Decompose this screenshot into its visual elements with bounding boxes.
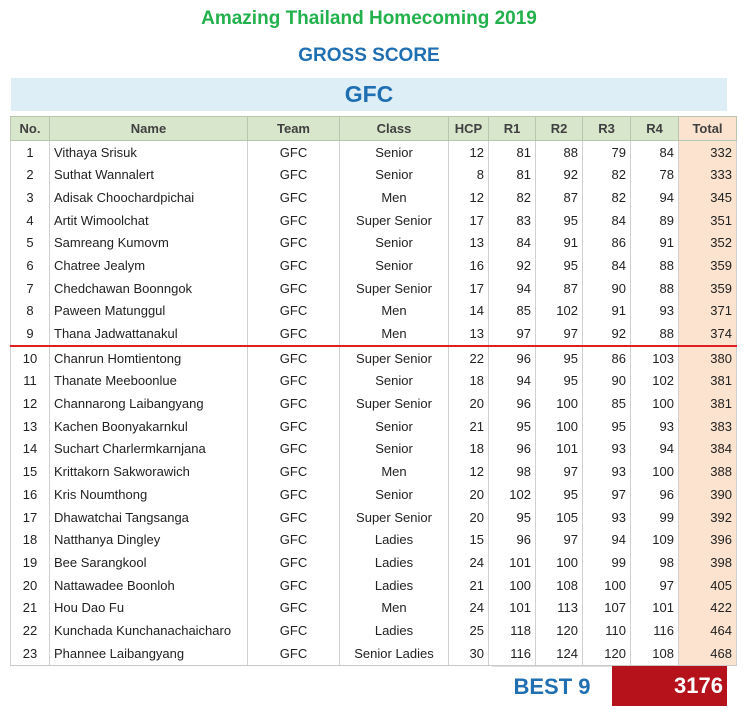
cell-team: GFC (248, 346, 340, 370)
col-header-r3: R3 (583, 117, 631, 141)
cell-r3: 92 (583, 322, 631, 346)
cell-name: Nattawadee Boonloh (50, 574, 248, 597)
cell-r3: 120 (583, 642, 631, 665)
cell-no: 6 (11, 254, 50, 277)
cell-name: Bee Sarangkool (50, 551, 248, 574)
team-banner: GFC (11, 78, 727, 111)
cell-r4: 97 (631, 574, 679, 597)
cell-r2: 95 (536, 254, 583, 277)
cell-total: 396 (679, 528, 737, 551)
cell-total: 384 (679, 438, 737, 461)
cell-r4: 98 (631, 551, 679, 574)
cell-total: 422 (679, 596, 737, 619)
col-header-name: Name (50, 117, 248, 141)
cell-r1: 98 (489, 460, 536, 483)
cell-r2: 97 (536, 528, 583, 551)
cell-r2: 102 (536, 300, 583, 323)
table-row (11, 277, 737, 300)
cell-class: Super Senior (340, 346, 449, 370)
cell-r3: 93 (583, 438, 631, 461)
cell-name: Natthanya Dingley (50, 528, 248, 551)
table-row (11, 370, 737, 393)
cell-name: Kris Noumthong (50, 483, 248, 506)
cell-team: GFC (248, 528, 340, 551)
cell-name: Adisak Choochardpichai (50, 186, 248, 209)
cell-r1: 118 (489, 619, 536, 642)
cell-r3: 84 (583, 254, 631, 277)
cell-r2: 95 (536, 370, 583, 393)
cell-hcp: 12 (449, 140, 489, 163)
cell-no: 15 (11, 460, 50, 483)
cell-class: Super Senior (340, 392, 449, 415)
cell-r1: 82 (489, 186, 536, 209)
cell-total: 388 (679, 460, 737, 483)
cell-total: 464 (679, 619, 737, 642)
cell-total: 468 (679, 642, 737, 665)
cell-hcp: 25 (449, 619, 489, 642)
cell-r1: 116 (489, 642, 536, 665)
cell-no: 22 (11, 619, 50, 642)
header-row (11, 117, 737, 141)
cell-r1: 95 (489, 506, 536, 529)
cell-r3: 82 (583, 163, 631, 186)
cell-hcp: 12 (449, 460, 489, 483)
cell-class: Senior (340, 370, 449, 393)
cell-r1: 81 (489, 140, 536, 163)
cell-hcp: 13 (449, 322, 489, 346)
cell-r3: 79 (583, 140, 631, 163)
cell-class: Senior Ladies (340, 642, 449, 665)
table-row (11, 596, 737, 619)
cell-team: GFC (248, 483, 340, 506)
cell-r1: 96 (489, 528, 536, 551)
cell-r3: 97 (583, 483, 631, 506)
cell-no: 2 (11, 163, 50, 186)
cell-class: Senior (340, 163, 449, 186)
cell-r2: 95 (536, 483, 583, 506)
cell-r2: 91 (536, 231, 583, 254)
cell-name: Phannee Laibangyang (50, 642, 248, 665)
cell-total: 390 (679, 483, 737, 506)
table-row (11, 186, 737, 209)
cell-r2: 101 (536, 438, 583, 461)
cell-total: 383 (679, 415, 737, 438)
cell-no: 18 (11, 528, 50, 551)
cell-total: 351 (679, 209, 737, 232)
cell-total: 333 (679, 163, 737, 186)
cell-class: Ladies (340, 574, 449, 597)
cell-team: GFC (248, 254, 340, 277)
col-header-total: Total (679, 117, 737, 141)
cell-r3: 107 (583, 596, 631, 619)
cell-r3: 100 (583, 574, 631, 597)
cell-r2: 88 (536, 140, 583, 163)
cell-class: Men (340, 186, 449, 209)
cell-no: 7 (11, 277, 50, 300)
cell-r4: 96 (631, 483, 679, 506)
cell-r2: 113 (536, 596, 583, 619)
cell-r2: 92 (536, 163, 583, 186)
col-header-hcp: HCP (449, 117, 489, 141)
table-row (11, 209, 737, 232)
cell-r4: 91 (631, 231, 679, 254)
cell-no: 9 (11, 322, 50, 346)
page-subtitle: GROSS SCORE (298, 45, 440, 66)
cell-team: GFC (248, 415, 340, 438)
cell-hcp: 18 (449, 438, 489, 461)
cell-r2: 120 (536, 619, 583, 642)
best-label: BEST 9 (492, 666, 612, 707)
cell-r3: 110 (583, 619, 631, 642)
cell-r4: 100 (631, 460, 679, 483)
cell-team: GFC (248, 370, 340, 393)
cell-team: GFC (248, 209, 340, 232)
cell-total: 398 (679, 551, 737, 574)
cell-r4: 88 (631, 277, 679, 300)
cell-hcp: 20 (449, 483, 489, 506)
cell-hcp: 8 (449, 163, 489, 186)
cell-class: Ladies (340, 619, 449, 642)
cell-r3: 99 (583, 551, 631, 574)
cell-hcp: 20 (449, 392, 489, 415)
cell-no: 13 (11, 415, 50, 438)
cell-r3: 90 (583, 277, 631, 300)
cell-team: GFC (248, 574, 340, 597)
cell-name: Thana Jadwattanakul (50, 322, 248, 346)
table-row (11, 346, 737, 370)
cell-r1: 102 (489, 483, 536, 506)
cell-no: 8 (11, 300, 50, 323)
col-header-r4: R4 (631, 117, 679, 141)
cell-total: 345 (679, 186, 737, 209)
cell-r1: 84 (489, 231, 536, 254)
cell-r1: 81 (489, 163, 536, 186)
cell-total: 392 (679, 506, 737, 529)
cell-r3: 91 (583, 300, 631, 323)
cell-total: 380 (679, 346, 737, 370)
cell-class: Senior (340, 140, 449, 163)
cell-no: 16 (11, 483, 50, 506)
cell-r2: 87 (536, 186, 583, 209)
table-row (11, 163, 737, 186)
cell-class: Super Senior (340, 277, 449, 300)
cell-total: 381 (679, 370, 737, 393)
cell-r3: 95 (583, 415, 631, 438)
cell-r3: 93 (583, 506, 631, 529)
cell-team: GFC (248, 642, 340, 665)
col-header-r1: R1 (489, 117, 536, 141)
col-header-r2: R2 (536, 117, 583, 141)
cell-name: Paween Matunggul (50, 300, 248, 323)
table-row (11, 551, 737, 574)
cell-class: Senior (340, 415, 449, 438)
cell-class: Senior (340, 483, 449, 506)
cell-name: Suchart Charlermkarnjana (50, 438, 248, 461)
cell-r4: 84 (631, 140, 679, 163)
cell-r1: 96 (489, 346, 536, 370)
cell-r4: 94 (631, 438, 679, 461)
cell-hcp: 22 (449, 346, 489, 370)
table-row (11, 254, 737, 277)
cell-class: Men (340, 460, 449, 483)
col-header-class: Class (340, 117, 449, 141)
cell-total: 371 (679, 300, 737, 323)
cell-r2: 108 (536, 574, 583, 597)
table-row (11, 642, 737, 665)
cell-r4: 108 (631, 642, 679, 665)
cell-r4: 103 (631, 346, 679, 370)
cell-name: Thanate Meeboonlue (50, 370, 248, 393)
cell-no: 17 (11, 506, 50, 529)
cell-r4: 99 (631, 506, 679, 529)
cell-team: GFC (248, 506, 340, 529)
cell-r2: 105 (536, 506, 583, 529)
cell-hcp: 12 (449, 186, 489, 209)
cell-team: GFC (248, 322, 340, 346)
cell-no: 21 (11, 596, 50, 619)
table-row (11, 483, 737, 506)
cell-hcp: 24 (449, 551, 489, 574)
cell-team: GFC (248, 438, 340, 461)
cell-hcp: 17 (449, 277, 489, 300)
cell-r2: 95 (536, 346, 583, 370)
cell-r4: 101 (631, 596, 679, 619)
cell-r1: 101 (489, 551, 536, 574)
cell-r4: 102 (631, 370, 679, 393)
cell-r4: 78 (631, 163, 679, 186)
cell-team: GFC (248, 186, 340, 209)
cell-r1: 94 (489, 277, 536, 300)
cell-r3: 94 (583, 528, 631, 551)
cell-name: Krittakorn Sakworawich (50, 460, 248, 483)
cell-class: Senior (340, 438, 449, 461)
cell-name: Chatree Jealym (50, 254, 248, 277)
cell-r2: 100 (536, 415, 583, 438)
cell-class: Men (340, 300, 449, 323)
best-value: 3176 (612, 666, 727, 706)
cell-name: Vithaya Srisuk (50, 140, 248, 163)
cell-hcp: 13 (449, 231, 489, 254)
table-row (11, 528, 737, 551)
cell-class: Men (340, 596, 449, 619)
cell-team: GFC (248, 460, 340, 483)
cell-name: Kunchada Kunchanachaicharo (50, 619, 248, 642)
table-row (11, 506, 737, 529)
cell-r1: 85 (489, 300, 536, 323)
cell-r2: 100 (536, 551, 583, 574)
table-row (11, 322, 737, 346)
cell-team: GFC (248, 163, 340, 186)
cell-team: GFC (248, 300, 340, 323)
cell-name: Artit Wimoolchat (50, 209, 248, 232)
table-row (11, 415, 737, 438)
cell-total: 374 (679, 322, 737, 346)
cell-r1: 95 (489, 415, 536, 438)
cell-no: 4 (11, 209, 50, 232)
cell-hcp: 30 (449, 642, 489, 665)
score-table (10, 116, 737, 666)
cell-hcp: 21 (449, 574, 489, 597)
cell-team: GFC (248, 551, 340, 574)
cell-hcp: 17 (449, 209, 489, 232)
cell-hcp: 16 (449, 254, 489, 277)
cell-r3: 86 (583, 346, 631, 370)
cell-no: 12 (11, 392, 50, 415)
cell-class: Ladies (340, 528, 449, 551)
cell-r1: 94 (489, 370, 536, 393)
cell-r3: 82 (583, 186, 631, 209)
cell-total: 352 (679, 231, 737, 254)
cell-hcp: 20 (449, 506, 489, 529)
cell-no: 14 (11, 438, 50, 461)
cell-name: Chedchawan Boonngok (50, 277, 248, 300)
cell-class: Senior (340, 254, 449, 277)
cell-hcp: 21 (449, 415, 489, 438)
cell-r4: 93 (631, 300, 679, 323)
cell-r3: 86 (583, 231, 631, 254)
cell-class: Super Senior (340, 506, 449, 529)
cell-r2: 97 (536, 460, 583, 483)
cell-hcp: 15 (449, 528, 489, 551)
cell-r4: 100 (631, 392, 679, 415)
cell-r1: 101 (489, 596, 536, 619)
cell-total: 359 (679, 254, 737, 277)
table-row (11, 300, 737, 323)
cell-r2: 87 (536, 277, 583, 300)
cell-r3: 90 (583, 370, 631, 393)
page-title: Amazing Thailand Homecoming 2019 (201, 8, 537, 29)
table-row (11, 619, 737, 642)
cell-name: Dhawatchai Tangsanga (50, 506, 248, 529)
table-row (11, 574, 737, 597)
cell-no: 10 (11, 346, 50, 370)
table-row (11, 231, 737, 254)
cell-hcp: 18 (449, 370, 489, 393)
cell-hcp: 24 (449, 596, 489, 619)
cell-class: Super Senior (340, 209, 449, 232)
cell-no: 20 (11, 574, 50, 597)
cell-no: 11 (11, 370, 50, 393)
cell-team: GFC (248, 392, 340, 415)
cell-r1: 92 (489, 254, 536, 277)
cell-team: GFC (248, 231, 340, 254)
cell-total: 332 (679, 140, 737, 163)
cell-r4: 93 (631, 415, 679, 438)
cell-name: Samreang Kumovm (50, 231, 248, 254)
col-header-team: Team (248, 117, 340, 141)
cell-team: GFC (248, 596, 340, 619)
cell-r3: 85 (583, 392, 631, 415)
col-header-no: No. (11, 117, 50, 141)
cell-no: 1 (11, 140, 50, 163)
cell-no: 19 (11, 551, 50, 574)
cell-name: Suthat Wannalert (50, 163, 248, 186)
cell-r1: 100 (489, 574, 536, 597)
cell-team: GFC (248, 619, 340, 642)
cell-no: 3 (11, 186, 50, 209)
cell-total: 405 (679, 574, 737, 597)
cell-r1: 96 (489, 438, 536, 461)
cell-r4: 89 (631, 209, 679, 232)
cell-r4: 88 (631, 254, 679, 277)
cell-total: 359 (679, 277, 737, 300)
cell-team: GFC (248, 277, 340, 300)
cell-r1: 97 (489, 322, 536, 346)
cell-r2: 97 (536, 322, 583, 346)
cell-name: Chanrun Homtientong (50, 346, 248, 370)
cell-team: GFC (248, 140, 340, 163)
cell-hcp: 14 (449, 300, 489, 323)
cell-r3: 93 (583, 460, 631, 483)
cell-no: 5 (11, 231, 50, 254)
cell-class: Senior (340, 231, 449, 254)
cell-r1: 83 (489, 209, 536, 232)
cell-name: Channarong Laibangyang (50, 392, 248, 415)
cell-r2: 95 (536, 209, 583, 232)
cell-r4: 116 (631, 619, 679, 642)
table-row (11, 392, 737, 415)
table-row (11, 140, 737, 163)
cell-r2: 100 (536, 392, 583, 415)
cell-r4: 88 (631, 322, 679, 346)
cell-name: Hou Dao Fu (50, 596, 248, 619)
table-row (11, 460, 737, 483)
cell-total: 381 (679, 392, 737, 415)
cell-r1: 96 (489, 392, 536, 415)
cell-r2: 124 (536, 642, 583, 665)
cell-class: Men (340, 322, 449, 346)
cell-r4: 109 (631, 528, 679, 551)
cell-r3: 84 (583, 209, 631, 232)
cell-name: Kachen Boonyakarnkul (50, 415, 248, 438)
cell-no: 23 (11, 642, 50, 665)
cell-r4: 94 (631, 186, 679, 209)
table-row (11, 438, 737, 461)
cell-class: Ladies (340, 551, 449, 574)
